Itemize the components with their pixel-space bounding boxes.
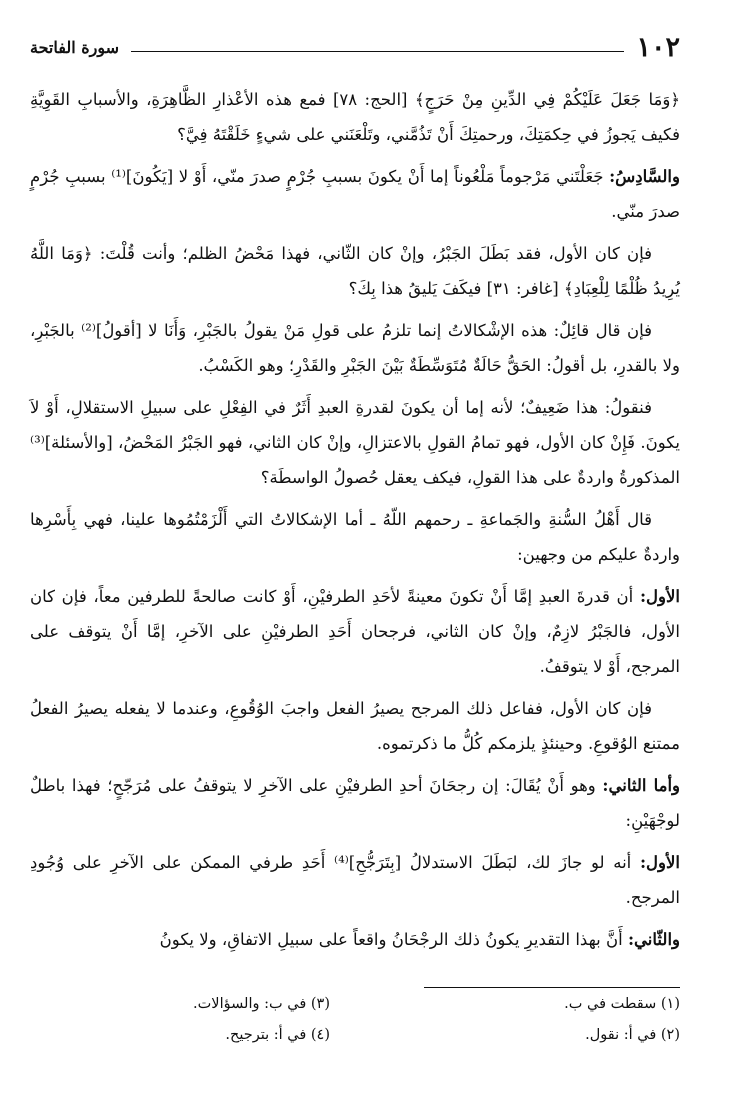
paragraph: [30, 82, 680, 152]
footnote-4: (٤) في أ: بترجيح.: [225, 1027, 330, 1043]
footnotes: [30, 996, 680, 1058]
paragraph: [30, 579, 680, 684]
footnote-row: [30, 996, 680, 1027]
paragraph-label: والسَّادِسُ:: [609, 167, 680, 186]
paragraph-text: فإن قال قائِلٌ: هذه الإشْكالاتُ إنما تلزمُ على قولِ مَنْ يقولُ بالجَبْرِ، وَأَنَا لا [أقولُ]⁽²⁾ بالجَبْرِ، ولا بالقدرِ، بل أقولُ: الحَقُّ حَالَةٌ مُتَوَسِّطَةٌ بَيْنَ الجَبْرِ والقَدْرِ؛ وهو الكَسْبُ.: [30, 321, 680, 375]
page-number: ١٠٢: [636, 31, 680, 63]
footnote-2: (٢) في أ: نقول.: [585, 1027, 680, 1043]
paragraph-text: قال أَهْلُ السُّنةِ والجَماعةِ ـ رحمهم اللّهُ ـ أما الإشكالاتُ التي أَلْزَمْتُمُوها علينا، فهي بِأَسْرِها واردةٌ عليكم من وجهين:: [30, 510, 680, 564]
footnote-row: [30, 1027, 680, 1058]
paragraph-label: وأما الثاني:: [602, 776, 680, 795]
paragraph-text: ﴿وَمَا جَعَلَ عَلَيْكُمْ فِي الدِّينِ مِنْ حَرَجٍ﴾ [الحج: ٧٨] فمع هذه الأعْذارِ الظَّاهِرَةِ، والأسبابِ القَوِيَّةِ فكيف يَجوزُ في حِكمَتِكَ، ورحمتِكَ أَنْ تَذُمَّني، وتَلْعَنَني على شيءٍ خَلَقْتَهُ فِيَّ؟: [30, 90, 680, 144]
paragraph: [30, 922, 680, 957]
paragraph-text: جَعَلْتَني مَرْجوماً مَلْعُوناً إما أَنْ يكونَ بسببِ جُرْمٍ صدرَ منّي، أَوْ لا [يَكُونَ]⁽¹⁾ بسببِ جُرْمٍ صدرَ منّي.: [30, 167, 680, 221]
surah-title: سورة الفاتحة: [30, 37, 119, 57]
page-header: [30, 30, 680, 64]
paragraph: [30, 159, 680, 229]
footnote-3: (٣) في ب: والسؤالات.: [193, 996, 330, 1012]
paragraph-text: أَنَّ بهذا التقديرِ يكونُ ذلك الرجْحَانُ واقعاً على سبيلِ الاتفاقِ، ولا يكونُ: [159, 930, 628, 949]
book-page: [30, 30, 680, 1043]
paragraph-text: فإن كان الأول، فقد بَطَلَ الجَبْرُ، وإنْ كان الثّاني، فهذا مَحْضُ الظلم؛ وأنت قُلْتَ: ﴿وَمَا اللَّهُ يُرِيدُ ظُلْمًا لِلْعِبَادِ﴾ [غافر: ٣١] فيكَفَ يَليقُ هذا بِكَ؟: [30, 244, 680, 298]
header-divider: [131, 51, 624, 52]
paragraph: [30, 502, 680, 572]
paragraph: [30, 768, 680, 838]
paragraph-text: أنه لو جازَ لك، لبَطَلَ الاستدلالُ [بِتَرَجُّحِ]⁽⁴⁾ أَحَدِ طرفي الممكن على الآخرِ على وُجُودِ المرجح.: [30, 853, 680, 907]
paragraph-text: أن قدرةَ العبدِ إمَّا أَنْ تكونَ معينةً لأحَدِ الطرفيْنِ، أَوْ كانت صالحةً للطرفين معاً، فإن كان الأول، فالجَبْرُ لازِمٌ، وإنْ كان الثاني، فرجحان أَحَدِ الطرفيْنِ على الآخرِ، إمَّا أَنْ يتوقف على المرجح، أَوْ لا يتوقفُ.: [30, 587, 680, 676]
paragraph-label: والثّاني:: [627, 930, 680, 949]
page-body: [30, 82, 680, 957]
paragraph: [30, 236, 680, 306]
footnote-1: (١) سقطت في ب.: [564, 996, 680, 1012]
paragraph: [30, 845, 680, 915]
paragraph-label: الأول:: [639, 853, 680, 872]
paragraph: [30, 691, 680, 761]
paragraph: [30, 390, 680, 495]
paragraph: [30, 313, 680, 383]
paragraph-text: فنقولُ: هذا ضَعِيفٌ؛ لأنه إما أن يكونَ لقدرةِ العبدِ أَثَرٌ في الفِعْلِ على سبيلِ الاستقلالِ، أَوْ لاَ يكونَ. فَإِنْ كان الأول، فهو تمامُ القولِ بالاعتزالِ، وإنْ كان الثاني، فهو الجَبْرُ المَحْضُ، [والأسئلة]⁽³⁾ المذكورةُ واردةٌ على هذا القولِ، فيكف يعقل حُصولُ الواسطَة؟: [30, 398, 680, 487]
paragraph-text: فإن كان الأول، ففاعل ذلك المرجح يصيرُ الفعل واجبَ الوُقُوعِ، وعندما لا يفعله يصيرُ الفعلُ ممتنع الوُقوعِ. وحينئذٍ يلزمكم كُلُّ ما ذكرتموه.: [30, 699, 680, 753]
paragraph-text: وهو أَنْ يُقَالَ: إن رجحَانَ أحدِ الطرفيْنِ على الآخرِ لا يتوقفُ على مُرَجّحٍ؛ فهذا باطلٌ لوجْهَيْنِ:: [30, 776, 680, 830]
footnote-divider: [424, 987, 680, 988]
paragraph-label: الأول:: [639, 587, 680, 606]
